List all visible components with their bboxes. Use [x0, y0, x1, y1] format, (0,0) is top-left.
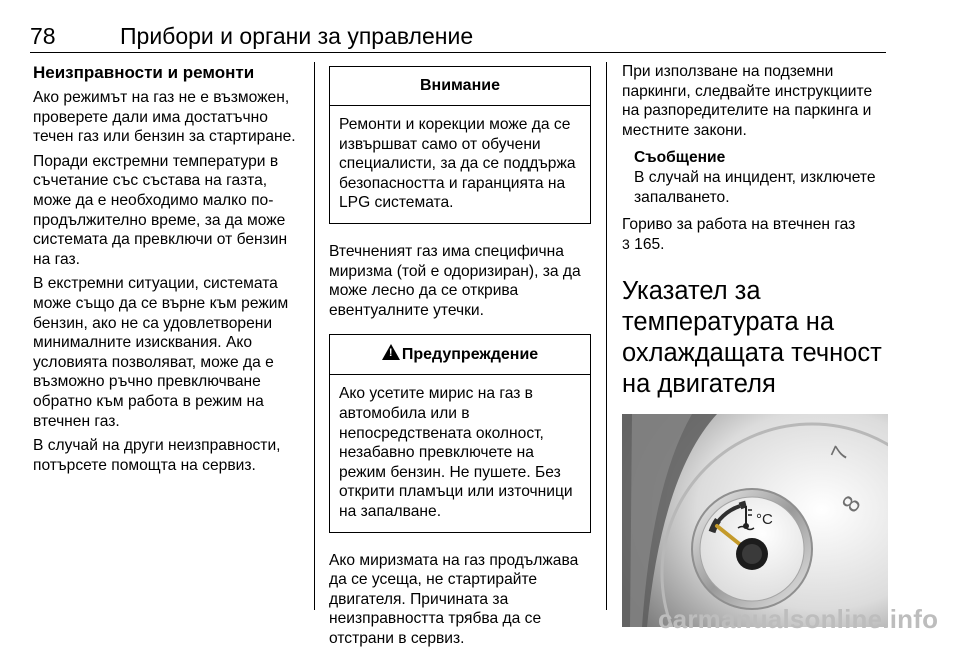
caution-box: [329, 66, 591, 224]
column-1: [33, 62, 301, 480]
caution-text: Ремонти и корекции може да се извършват само от обучени специалисти, за да се поддържа безопасността и гаранцията на LPG системата.: [339, 116, 576, 212]
fuel-reference-text: Гориво за работа на втечнен газ: [622, 216, 856, 234]
caution-title: Внимание: [330, 67, 590, 106]
paragraph: Ако миризмата на газ продължава да се усеща, не стартирайте двигателя. Причината за неизправността трябва да се отстрани в сервиз.: [329, 551, 579, 647]
column-3: [622, 62, 888, 627]
celsius-label: °C: [756, 511, 773, 529]
paragraph: Втечненият газ има специфична миризма (той е одоризиран), за да може лесно да се открива евентуалните утечки.: [329, 242, 581, 319]
section-title: Указател за температурата на охлаждащата течност на двигателя: [622, 277, 882, 399]
dial-digit-8: 8: [836, 491, 867, 518]
dial-digit-7: 7: [825, 442, 854, 465]
paragraph: Поради екстремни температури в съчетание със състава на газта, може да е необходимо малко по-продължително време, за да може системата да превключи от бензин на газ.: [33, 152, 288, 268]
page-number: 78: [30, 23, 56, 49]
column-divider: [314, 62, 315, 610]
page-header: [30, 22, 886, 53]
paragraph: В случай на други неизправности, потърсете помощта на сервиз.: [33, 437, 281, 474]
coolant-temperature-gauge-image: [622, 414, 888, 627]
warning-triangle-icon: !: [382, 344, 400, 360]
paragraph: При използване на подземни паркинги, следвайте инструкциите на разпоредителите на паркинга и местните закони.: [622, 63, 873, 139]
cross-reference: [622, 215, 888, 254]
column-divider: [606, 62, 607, 610]
warning-title: Предупреждение: [401, 346, 539, 364]
note-block: [622, 148, 888, 207]
page-ref-arrow-icon: 3: [622, 235, 630, 252]
paragraph: Ако режимът на газ не е възможен, проверете дали има достатъчно течен газ или бензин за стартиране.: [33, 89, 296, 146]
paragraph: В екстремни ситуации, системата може също да се върне към режим бензин, ако не са удовлетворени минималните изисквания. Ако условията позволяват, може да е възможно ръчно превключване обратно към работа в режим на втечнен газ.: [33, 275, 289, 430]
column-2: [329, 66, 591, 653]
note-text: В случай на инцидент, изключете запалването.: [634, 168, 876, 206]
note-title: Съобщение: [634, 149, 726, 167]
watermark: carmanualsonline.info: [658, 604, 939, 634]
section-heading: Неизправности и ремонти: [33, 63, 255, 82]
warning-header: [330, 335, 590, 375]
warning-text: Ако усетите мирис на газ в автомобила или в непосредствената околност, незабавно превключете на режим бензин. Не пушете. Без открити пламъци или източници на запалване.: [339, 385, 573, 520]
page-title: Прибори и органи за управление: [120, 23, 474, 49]
warning-box: [329, 334, 591, 532]
page-ref-number[interactable]: 165.: [634, 235, 665, 253]
